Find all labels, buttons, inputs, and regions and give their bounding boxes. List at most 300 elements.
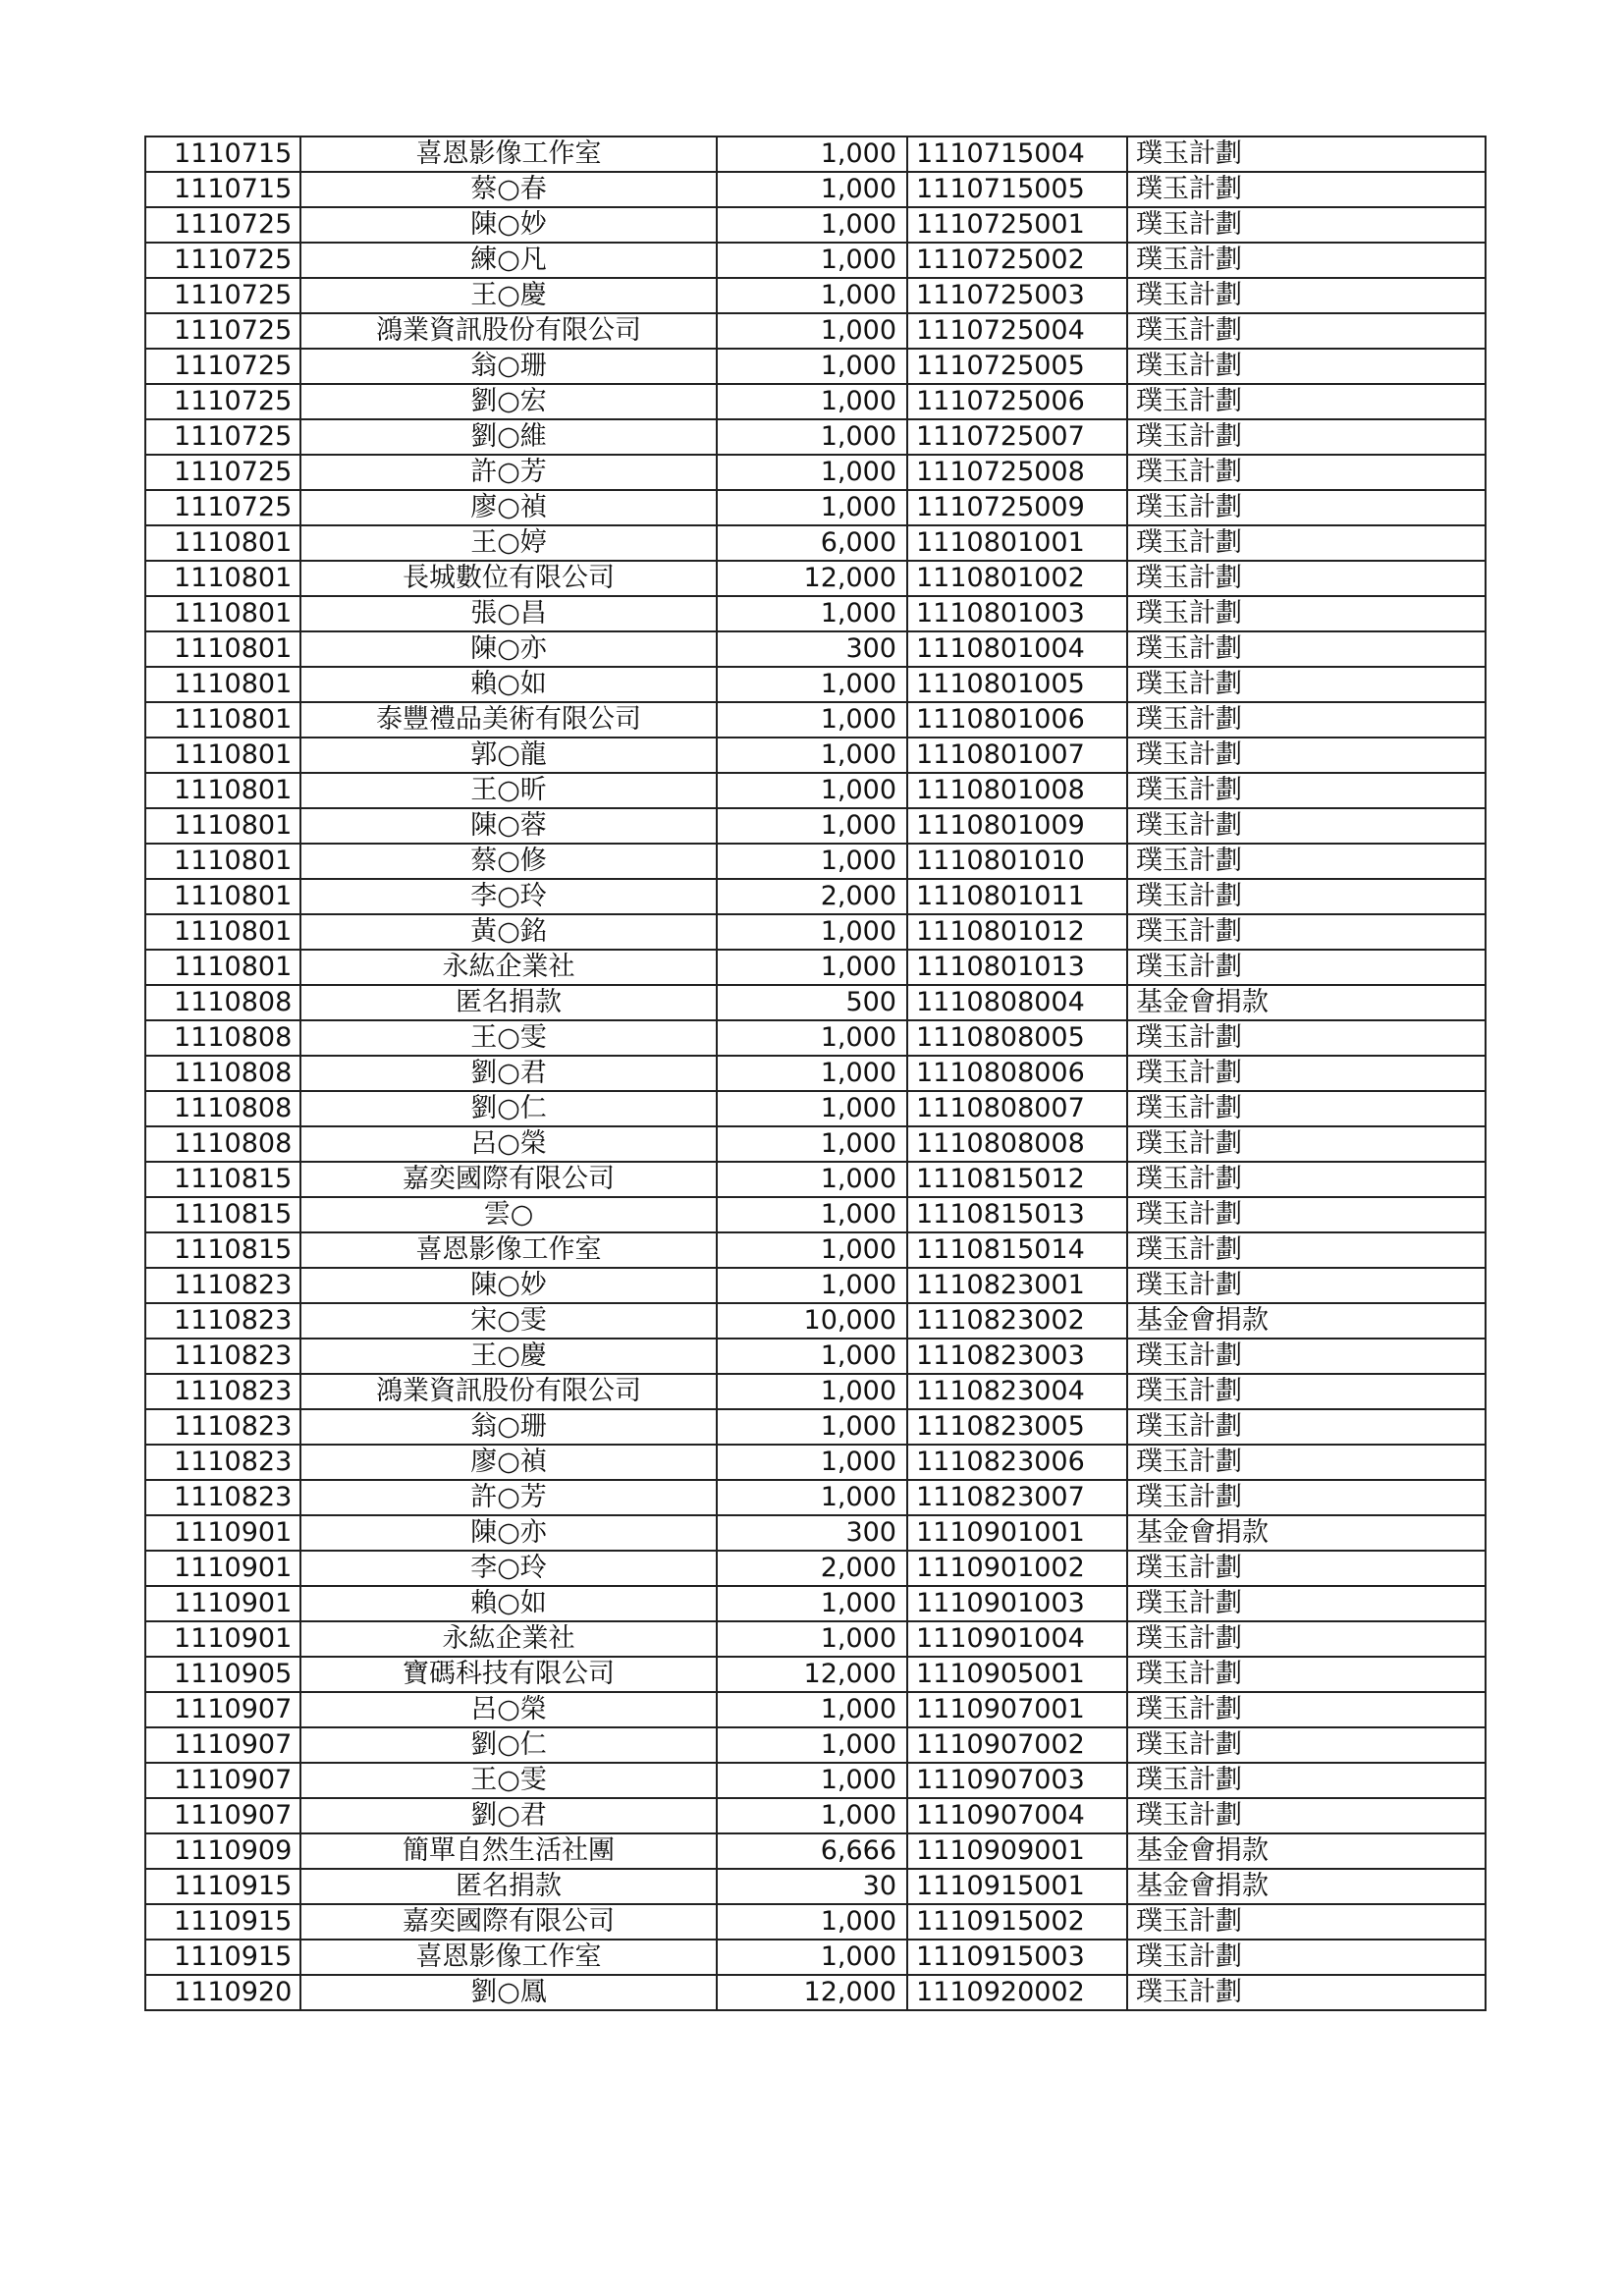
donor-cell: 喜恩影像工作室	[300, 137, 717, 172]
purpose-cell: 璞玉計劃	[1127, 1374, 1486, 1409]
purpose-cell: 璞玉計劃	[1127, 278, 1486, 313]
date-cell: 1110801	[145, 738, 300, 773]
table-row	[145, 1763, 1486, 1798]
purpose-cell: 璞玉計劃	[1127, 950, 1486, 985]
table-row	[145, 1798, 1486, 1833]
donation-table	[144, 136, 1487, 2011]
receipt-number-cell: 1110901004	[907, 1621, 1127, 1657]
table-row	[145, 1197, 1486, 1232]
receipt-number-cell: 1110725005	[907, 349, 1127, 384]
purpose-cell: 璞玉計劃	[1127, 773, 1486, 808]
purpose-cell: 璞玉計劃	[1127, 1126, 1486, 1162]
receipt-number-cell: 1110901003	[907, 1586, 1127, 1621]
donor-cell: 劉○鳳	[300, 1975, 717, 2010]
donor-cell: 翁○珊	[300, 349, 717, 384]
donor-cell: 許○芳	[300, 1480, 717, 1515]
donor-cell: 許○芳	[300, 455, 717, 490]
amount-cell: 10,000	[717, 1303, 907, 1339]
amount-cell: 300	[717, 1515, 907, 1551]
date-cell: 1110823	[145, 1480, 300, 1515]
receipt-number-cell: 1110715004	[907, 137, 1127, 172]
purpose-cell: 璞玉計劃	[1127, 1586, 1486, 1621]
donor-cell: 鴻業資訊股份有限公司	[300, 313, 717, 349]
donation-table-body	[145, 137, 1486, 2010]
purpose-cell: 璞玉計劃	[1127, 1904, 1486, 1940]
date-cell: 1110801	[145, 914, 300, 950]
receipt-number-cell: 1110907003	[907, 1763, 1127, 1798]
date-cell: 1110725	[145, 349, 300, 384]
donor-cell: 呂○榮	[300, 1692, 717, 1727]
purpose-cell: 璞玉計劃	[1127, 137, 1486, 172]
purpose-cell: 璞玉計劃	[1127, 243, 1486, 278]
date-cell: 1110725	[145, 384, 300, 419]
purpose-cell: 璞玉計劃	[1127, 1232, 1486, 1268]
date-cell: 1110808	[145, 1126, 300, 1162]
table-row	[145, 1621, 1486, 1657]
table-row	[145, 808, 1486, 844]
donor-cell: 匿名捐款	[300, 1869, 717, 1904]
table-row	[145, 985, 1486, 1020]
purpose-cell: 璞玉計劃	[1127, 631, 1486, 667]
amount-cell: 1,000	[717, 1374, 907, 1409]
purpose-cell: 璞玉計劃	[1127, 1268, 1486, 1303]
date-cell: 1110907	[145, 1727, 300, 1763]
donor-cell: 陳○蓉	[300, 808, 717, 844]
purpose-cell: 基金會捐款	[1127, 985, 1486, 1020]
amount-cell: 2,000	[717, 879, 907, 914]
receipt-number-cell: 1110725007	[907, 419, 1127, 455]
date-cell: 1110907	[145, 1692, 300, 1727]
purpose-cell: 璞玉計劃	[1127, 419, 1486, 455]
donor-cell: 匿名捐款	[300, 985, 717, 1020]
receipt-number-cell: 1110801012	[907, 914, 1127, 950]
date-cell: 1110715	[145, 137, 300, 172]
date-cell: 1110801	[145, 950, 300, 985]
table-row	[145, 738, 1486, 773]
date-cell: 1110725	[145, 313, 300, 349]
donor-cell: 李○玲	[300, 879, 717, 914]
table-row	[145, 1904, 1486, 1940]
receipt-number-cell: 1110905001	[907, 1657, 1127, 1692]
donor-cell: 廖○禎	[300, 1445, 717, 1480]
donor-cell: 簡單自然生活社團	[300, 1833, 717, 1869]
donor-cell: 永紘企業社	[300, 950, 717, 985]
donor-cell: 長城數位有限公司	[300, 561, 717, 596]
amount-cell: 12,000	[717, 1975, 907, 2010]
purpose-cell: 璞玉計劃	[1127, 1445, 1486, 1480]
date-cell: 1110823	[145, 1374, 300, 1409]
date-cell: 1110801	[145, 525, 300, 561]
date-cell: 1110725	[145, 243, 300, 278]
donor-cell: 永紘企業社	[300, 1621, 717, 1657]
date-cell: 1110801	[145, 631, 300, 667]
receipt-number-cell: 1110808004	[907, 985, 1127, 1020]
purpose-cell: 璞玉計劃	[1127, 455, 1486, 490]
table-row	[145, 455, 1486, 490]
purpose-cell: 璞玉計劃	[1127, 1692, 1486, 1727]
table-row	[145, 561, 1486, 596]
donor-cell: 翁○珊	[300, 1409, 717, 1445]
amount-cell: 1,000	[717, 1621, 907, 1657]
amount-cell: 1,000	[717, 1940, 907, 1975]
purpose-cell: 璞玉計劃	[1127, 1162, 1486, 1197]
amount-cell: 1,000	[717, 1692, 907, 1727]
amount-cell: 1,000	[717, 1162, 907, 1197]
date-cell: 1110907	[145, 1798, 300, 1833]
amount-cell: 1,000	[717, 1232, 907, 1268]
donor-cell: 陳○亦	[300, 1515, 717, 1551]
amount-cell: 1,000	[717, 419, 907, 455]
purpose-cell: 璞玉計劃	[1127, 1621, 1486, 1657]
date-cell: 1110823	[145, 1445, 300, 1480]
receipt-number-cell: 1110801002	[907, 561, 1127, 596]
table-row	[145, 278, 1486, 313]
amount-cell: 1,000	[717, 702, 907, 738]
receipt-number-cell: 1110901001	[907, 1515, 1127, 1551]
donor-cell: 練○凡	[300, 243, 717, 278]
date-cell: 1110808	[145, 985, 300, 1020]
receipt-number-cell: 1110808008	[907, 1126, 1127, 1162]
amount-cell: 6,666	[717, 1833, 907, 1869]
purpose-cell: 璞玉計劃	[1127, 561, 1486, 596]
purpose-cell: 璞玉計劃	[1127, 596, 1486, 631]
receipt-number-cell: 1110915003	[907, 1940, 1127, 1975]
receipt-number-cell: 1110801007	[907, 738, 1127, 773]
donor-cell: 賴○如	[300, 667, 717, 702]
donor-cell: 王○慶	[300, 278, 717, 313]
purpose-cell: 璞玉計劃	[1127, 1056, 1486, 1091]
donor-cell: 劉○仁	[300, 1727, 717, 1763]
table-row	[145, 137, 1486, 172]
purpose-cell: 璞玉計劃	[1127, 1763, 1486, 1798]
donor-cell: 嘉奕國際有限公司	[300, 1904, 717, 1940]
date-cell: 1110815	[145, 1197, 300, 1232]
table-row	[145, 207, 1486, 243]
purpose-cell: 基金會捐款	[1127, 1515, 1486, 1551]
receipt-number-cell: 1110815014	[907, 1232, 1127, 1268]
table-row	[145, 384, 1486, 419]
receipt-number-cell: 1110823004	[907, 1374, 1127, 1409]
amount-cell: 500	[717, 985, 907, 1020]
amount-cell: 1,000	[717, 808, 907, 844]
amount-cell: 1,000	[717, 243, 907, 278]
table-row	[145, 1445, 1486, 1480]
amount-cell: 1,000	[717, 738, 907, 773]
amount-cell: 1,000	[717, 1268, 907, 1303]
table-row	[145, 1657, 1486, 1692]
purpose-cell: 璞玉計劃	[1127, 349, 1486, 384]
table-row	[145, 1126, 1486, 1162]
purpose-cell: 璞玉計劃	[1127, 1975, 1486, 2010]
amount-cell: 2,000	[717, 1551, 907, 1586]
donor-cell: 宋○雯	[300, 1303, 717, 1339]
donor-cell: 喜恩影像工作室	[300, 1940, 717, 1975]
donor-cell: 鴻業資訊股份有限公司	[300, 1374, 717, 1409]
donor-cell: 王○昕	[300, 773, 717, 808]
table-row	[145, 702, 1486, 738]
amount-cell: 1,000	[717, 1056, 907, 1091]
purpose-cell: 璞玉計劃	[1127, 914, 1486, 950]
table-row	[145, 1515, 1486, 1551]
amount-cell: 1,000	[717, 1020, 907, 1056]
receipt-number-cell: 1110823001	[907, 1268, 1127, 1303]
date-cell: 1110823	[145, 1303, 300, 1339]
receipt-number-cell: 1110808007	[907, 1091, 1127, 1126]
date-cell: 1110801	[145, 844, 300, 879]
purpose-cell: 璞玉計劃	[1127, 1409, 1486, 1445]
amount-cell: 1,000	[717, 773, 907, 808]
donor-cell: 賴○如	[300, 1586, 717, 1621]
date-cell: 1110901	[145, 1551, 300, 1586]
receipt-number-cell: 1110725003	[907, 278, 1127, 313]
amount-cell: 1,000	[717, 1339, 907, 1374]
date-cell: 1110725	[145, 207, 300, 243]
amount-cell: 1,000	[717, 1798, 907, 1833]
donor-cell: 劉○君	[300, 1056, 717, 1091]
table-row	[145, 1692, 1486, 1727]
receipt-number-cell: 1110725008	[907, 455, 1127, 490]
table-row	[145, 914, 1486, 950]
donor-cell: 喜恩影像工作室	[300, 1232, 717, 1268]
table-row	[145, 1268, 1486, 1303]
table-row	[145, 596, 1486, 631]
amount-cell: 1,000	[717, 1586, 907, 1621]
purpose-cell: 璞玉計劃	[1127, 844, 1486, 879]
table-row	[145, 879, 1486, 914]
receipt-number-cell: 1110801005	[907, 667, 1127, 702]
date-cell: 1110915	[145, 1940, 300, 1975]
table-row	[145, 1940, 1486, 1975]
amount-cell: 1,000	[717, 1409, 907, 1445]
date-cell: 1110909	[145, 1833, 300, 1869]
amount-cell: 1,000	[717, 844, 907, 879]
purpose-cell: 基金會捐款	[1127, 1833, 1486, 1869]
donor-cell: 張○昌	[300, 596, 717, 631]
table-row	[145, 1339, 1486, 1374]
receipt-number-cell: 1110725009	[907, 490, 1127, 525]
amount-cell: 1,000	[717, 1727, 907, 1763]
table-row	[145, 1727, 1486, 1763]
table-row	[145, 844, 1486, 879]
purpose-cell: 璞玉計劃	[1127, 738, 1486, 773]
purpose-cell: 璞玉計劃	[1127, 1091, 1486, 1126]
table-row	[145, 1091, 1486, 1126]
purpose-cell: 璞玉計劃	[1127, 667, 1486, 702]
receipt-number-cell: 1110725004	[907, 313, 1127, 349]
receipt-number-cell: 1110808005	[907, 1020, 1127, 1056]
receipt-number-cell: 1110801008	[907, 773, 1127, 808]
purpose-cell: 璞玉計劃	[1127, 313, 1486, 349]
amount-cell: 12,000	[717, 561, 907, 596]
table-row	[145, 490, 1486, 525]
date-cell: 1110801	[145, 702, 300, 738]
table-row	[145, 1056, 1486, 1091]
purpose-cell: 璞玉計劃	[1127, 525, 1486, 561]
receipt-number-cell: 1110801001	[907, 525, 1127, 561]
date-cell: 1110915	[145, 1904, 300, 1940]
donor-cell: 廖○禎	[300, 490, 717, 525]
date-cell: 1110725	[145, 490, 300, 525]
donor-cell: 王○雯	[300, 1763, 717, 1798]
purpose-cell: 璞玉計劃	[1127, 207, 1486, 243]
amount-cell: 1,000	[717, 313, 907, 349]
receipt-number-cell: 1110801004	[907, 631, 1127, 667]
date-cell: 1110815	[145, 1232, 300, 1268]
purpose-cell: 璞玉計劃	[1127, 808, 1486, 844]
receipt-number-cell: 1110808006	[907, 1056, 1127, 1091]
amount-cell: 1,000	[717, 455, 907, 490]
receipt-number-cell: 1110715005	[907, 172, 1127, 207]
donor-cell: 黃○銘	[300, 914, 717, 950]
purpose-cell: 璞玉計劃	[1127, 490, 1486, 525]
donor-cell: 王○慶	[300, 1339, 717, 1374]
date-cell: 1110915	[145, 1869, 300, 1904]
date-cell: 1110823	[145, 1339, 300, 1374]
receipt-number-cell: 1110915001	[907, 1869, 1127, 1904]
amount-cell: 30	[717, 1869, 907, 1904]
receipt-number-cell: 1110907001	[907, 1692, 1127, 1727]
table-row	[145, 419, 1486, 455]
date-cell: 1110901	[145, 1621, 300, 1657]
date-cell: 1110901	[145, 1515, 300, 1551]
purpose-cell: 璞玉計劃	[1127, 1727, 1486, 1763]
receipt-number-cell: 1110801011	[907, 879, 1127, 914]
table-row	[145, 667, 1486, 702]
receipt-number-cell: 1110915002	[907, 1904, 1127, 1940]
receipt-number-cell: 1110815013	[907, 1197, 1127, 1232]
donor-cell: 呂○榮	[300, 1126, 717, 1162]
date-cell: 1110808	[145, 1056, 300, 1091]
amount-cell: 1,000	[717, 1197, 907, 1232]
date-cell: 1110725	[145, 455, 300, 490]
amount-cell: 1,000	[717, 1091, 907, 1126]
purpose-cell: 璞玉計劃	[1127, 1339, 1486, 1374]
amount-cell: 1,000	[717, 1904, 907, 1940]
amount-cell: 6,000	[717, 525, 907, 561]
amount-cell: 1,000	[717, 914, 907, 950]
table-row	[145, 1551, 1486, 1586]
donor-cell: 泰豐禮品美術有限公司	[300, 702, 717, 738]
purpose-cell: 璞玉計劃	[1127, 1798, 1486, 1833]
amount-cell: 1,000	[717, 278, 907, 313]
table-row	[145, 1975, 1486, 2010]
purpose-cell: 璞玉計劃	[1127, 1197, 1486, 1232]
receipt-number-cell: 1110801003	[907, 596, 1127, 631]
purpose-cell: 璞玉計劃	[1127, 172, 1486, 207]
table-row	[145, 1374, 1486, 1409]
table-row	[145, 631, 1486, 667]
receipt-number-cell: 1110815012	[907, 1162, 1127, 1197]
table-row	[145, 1020, 1486, 1056]
receipt-number-cell: 1110725002	[907, 243, 1127, 278]
receipt-number-cell: 1110725001	[907, 207, 1127, 243]
receipt-number-cell: 1110823006	[907, 1445, 1127, 1480]
donor-cell: 劉○維	[300, 419, 717, 455]
date-cell: 1110823	[145, 1409, 300, 1445]
table-row	[145, 349, 1486, 384]
donor-cell: 劉○君	[300, 1798, 717, 1833]
receipt-number-cell: 1110823002	[907, 1303, 1127, 1339]
donor-cell: 雲○	[300, 1197, 717, 1232]
donor-cell: 寶碼科技有限公司	[300, 1657, 717, 1692]
receipt-number-cell: 1110725006	[907, 384, 1127, 419]
purpose-cell: 璞玉計劃	[1127, 702, 1486, 738]
date-cell: 1110801	[145, 808, 300, 844]
table-row	[145, 950, 1486, 985]
amount-cell: 1,000	[717, 1445, 907, 1480]
purpose-cell: 基金會捐款	[1127, 1303, 1486, 1339]
amount-cell: 1,000	[717, 349, 907, 384]
amount-cell: 1,000	[717, 950, 907, 985]
receipt-number-cell: 1110909001	[907, 1833, 1127, 1869]
amount-cell: 1,000	[717, 1126, 907, 1162]
receipt-number-cell: 1110801010	[907, 844, 1127, 879]
donor-cell: 陳○妙	[300, 1268, 717, 1303]
receipt-number-cell: 1110823007	[907, 1480, 1127, 1515]
date-cell: 1110725	[145, 419, 300, 455]
amount-cell: 1,000	[717, 596, 907, 631]
table-row	[145, 243, 1486, 278]
table-row	[145, 1869, 1486, 1904]
date-cell: 1110808	[145, 1020, 300, 1056]
receipt-number-cell: 1110801009	[907, 808, 1127, 844]
date-cell: 1110801	[145, 879, 300, 914]
amount-cell: 1,000	[717, 1763, 907, 1798]
receipt-number-cell: 1110823005	[907, 1409, 1127, 1445]
table-row	[145, 1586, 1486, 1621]
purpose-cell: 基金會捐款	[1127, 1869, 1486, 1904]
donor-cell: 劉○宏	[300, 384, 717, 419]
date-cell: 1110808	[145, 1091, 300, 1126]
purpose-cell: 璞玉計劃	[1127, 879, 1486, 914]
donor-cell: 王○雯	[300, 1020, 717, 1056]
table-row	[145, 1162, 1486, 1197]
donor-cell: 蔡○春	[300, 172, 717, 207]
table-row	[145, 1303, 1486, 1339]
date-cell: 1110801	[145, 596, 300, 631]
purpose-cell: 璞玉計劃	[1127, 1940, 1486, 1975]
receipt-number-cell: 1110801006	[907, 702, 1127, 738]
amount-cell: 1,000	[717, 384, 907, 419]
donor-cell: 郭○龍	[300, 738, 717, 773]
date-cell: 1110801	[145, 773, 300, 808]
receipt-number-cell: 1110801013	[907, 950, 1127, 985]
purpose-cell: 璞玉計劃	[1127, 384, 1486, 419]
table-row	[145, 172, 1486, 207]
date-cell: 1110907	[145, 1763, 300, 1798]
amount-cell: 1,000	[717, 1480, 907, 1515]
purpose-cell: 璞玉計劃	[1127, 1020, 1486, 1056]
donor-cell: 陳○妙	[300, 207, 717, 243]
table-row	[145, 313, 1486, 349]
donor-cell: 李○玲	[300, 1551, 717, 1586]
amount-cell: 1,000	[717, 172, 907, 207]
amount-cell: 1,000	[717, 137, 907, 172]
donor-cell: 王○婷	[300, 525, 717, 561]
date-cell: 1110905	[145, 1657, 300, 1692]
amount-cell: 1,000	[717, 207, 907, 243]
purpose-cell: 璞玉計劃	[1127, 1551, 1486, 1586]
date-cell: 1110901	[145, 1586, 300, 1621]
purpose-cell: 璞玉計劃	[1127, 1657, 1486, 1692]
purpose-cell: 璞玉計劃	[1127, 1480, 1486, 1515]
receipt-number-cell: 1110901002	[907, 1551, 1127, 1586]
donor-cell: 劉○仁	[300, 1091, 717, 1126]
date-cell: 1110715	[145, 172, 300, 207]
receipt-number-cell: 1110907004	[907, 1798, 1127, 1833]
table-row	[145, 773, 1486, 808]
table-row	[145, 1480, 1486, 1515]
